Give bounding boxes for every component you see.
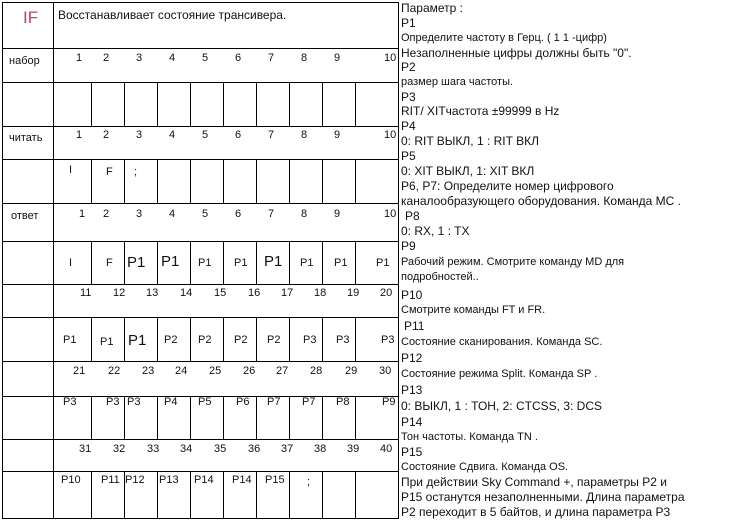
byte-number: 31 bbox=[79, 443, 92, 455]
param-name: P8 bbox=[405, 209, 420, 223]
answer-cell: P1 bbox=[161, 253, 180, 270]
cell-divider bbox=[256, 241, 257, 284]
cell-divider bbox=[223, 159, 224, 203]
answer-cell: P2 bbox=[234, 334, 248, 346]
cell-divider bbox=[157, 396, 158, 439]
row-divider bbox=[3, 159, 398, 160]
byte-number: 34 bbox=[180, 443, 193, 455]
byte-number: 35 bbox=[214, 443, 227, 455]
byte-number: 8 bbox=[301, 52, 308, 64]
byte-number: 21 bbox=[73, 365, 86, 377]
param-name: P11 bbox=[404, 319, 425, 333]
param-name: P1 bbox=[401, 16, 416, 30]
answer-cell: P14 bbox=[232, 474, 252, 486]
answer-cell: P1 bbox=[63, 334, 77, 346]
param-name: P3 bbox=[401, 90, 416, 104]
byte-number: 17 bbox=[281, 287, 294, 299]
param-text: Рабочий режим. Смотрите команду MD для bbox=[401, 256, 625, 268]
byte-number: 25 bbox=[209, 365, 222, 377]
byte-number: 10 bbox=[384, 208, 397, 220]
param-name: P2 bbox=[401, 60, 416, 74]
cell-divider bbox=[190, 82, 191, 126]
byte-number: 18 bbox=[314, 287, 327, 299]
byte-number: 4 bbox=[169, 208, 176, 220]
param-text: При действии Sky Command +, параметры P2 и bbox=[401, 475, 667, 489]
byte-number: 9 bbox=[334, 208, 341, 220]
param-text: RIT/ XITчастота ±99999 в Hz bbox=[401, 104, 560, 118]
param-text: Тон частоты. Команда TN . bbox=[401, 431, 538, 443]
param-name: P4 bbox=[401, 119, 416, 133]
read-cell: ; bbox=[134, 166, 138, 178]
cell-divider bbox=[157, 159, 158, 203]
cell-divider bbox=[157, 241, 158, 284]
cell-divider bbox=[190, 317, 191, 361]
cell-divider bbox=[256, 396, 257, 439]
byte-number: 12 bbox=[113, 287, 126, 299]
cell-divider bbox=[223, 396, 224, 439]
answer-cell: P1 bbox=[198, 257, 212, 269]
cell-divider bbox=[124, 396, 125, 439]
byte-number: 2 bbox=[103, 208, 110, 220]
cell-divider bbox=[223, 317, 224, 361]
byte-number: 10 bbox=[384, 52, 397, 64]
cell-divider bbox=[256, 159, 257, 203]
cell-divider bbox=[355, 159, 356, 203]
byte-number: 14 bbox=[180, 287, 193, 299]
param-text: 0: ВЫКЛ, 1 : ТОН, 2: CTCSS, 3: DCS bbox=[401, 399, 602, 413]
answer-cell: P1 bbox=[376, 257, 390, 269]
cell-divider bbox=[289, 317, 290, 361]
row-divider bbox=[3, 203, 398, 204]
byte-number: 4 bbox=[169, 52, 176, 64]
param-text: P15 останутся незаполненными. Длина параметра bbox=[401, 490, 685, 504]
byte-number: 7 bbox=[268, 52, 275, 64]
answer-cell: F bbox=[106, 257, 113, 269]
cell-divider bbox=[322, 82, 323, 126]
byte-number: 13 bbox=[146, 287, 159, 299]
cell-divider bbox=[289, 241, 290, 284]
answer-cell: P6 bbox=[236, 396, 250, 408]
answer-cell: P8 bbox=[336, 396, 350, 408]
cell-divider bbox=[355, 241, 356, 284]
byte-number: 11 bbox=[80, 287, 92, 299]
cell-divider bbox=[124, 159, 125, 203]
byte-number: 5 bbox=[202, 52, 209, 64]
byte-number: 8 bbox=[301, 129, 308, 141]
answer-cell: P1 bbox=[264, 253, 283, 270]
answer-cell: P15 bbox=[265, 474, 285, 486]
cell-divider bbox=[289, 471, 290, 518]
row-divider bbox=[3, 82, 398, 83]
answer-cell: P3 bbox=[106, 396, 120, 408]
cell-divider bbox=[322, 317, 323, 361]
cell-divider bbox=[256, 82, 257, 126]
cell-divider bbox=[322, 396, 323, 439]
cell-divider bbox=[289, 159, 290, 203]
param-text: 0: XIT ВЫКЛ, 1: XIT ВКЛ bbox=[401, 164, 535, 178]
byte-number: 40 bbox=[380, 443, 393, 455]
byte-number: 7 bbox=[268, 129, 275, 141]
param-name: P14 bbox=[401, 415, 423, 429]
row-divider bbox=[3, 48, 398, 49]
byte-number: 1 bbox=[79, 208, 86, 220]
byte-number: 4 bbox=[169, 129, 176, 141]
cell-divider bbox=[157, 82, 158, 126]
answer-cell: P9 bbox=[382, 396, 396, 408]
cell-divider bbox=[124, 241, 125, 284]
cell-divider bbox=[223, 471, 224, 518]
cell-divider bbox=[190, 396, 191, 439]
answer-cell: P2 bbox=[164, 334, 178, 346]
param-text: P6, P7: Определите номер цифрового bbox=[401, 179, 614, 193]
cell-divider bbox=[91, 317, 92, 361]
answer-cell: I bbox=[69, 257, 73, 269]
param-text: Смотрите команды FT и FR. bbox=[401, 304, 546, 316]
answer-cell: P10 bbox=[61, 474, 81, 486]
byte-number: 22 bbox=[108, 365, 121, 377]
param-text: Незаполненные цифры должны быть "0". bbox=[401, 46, 632, 60]
row-divider bbox=[3, 241, 398, 242]
row-divider bbox=[3, 317, 398, 318]
read-cell: I bbox=[69, 164, 73, 176]
cell-divider bbox=[124, 317, 125, 361]
answer-cell: ; bbox=[307, 476, 311, 488]
cell-divider bbox=[322, 159, 323, 203]
param-text: Определите частоту в Герц. ( 1 1 -цифр) bbox=[401, 32, 607, 44]
byte-number: 3 bbox=[136, 52, 143, 64]
answer-cell: P1 bbox=[334, 257, 348, 269]
byte-number: 1 bbox=[76, 52, 83, 64]
cell-divider bbox=[355, 82, 356, 126]
answer-cell: P1 bbox=[127, 254, 146, 271]
byte-number: 23 bbox=[142, 365, 155, 377]
answer-cell: P11 bbox=[101, 474, 120, 486]
byte-number: 3 bbox=[136, 129, 143, 141]
answer-cell: P3 bbox=[127, 396, 141, 408]
answer-cell: P13 bbox=[159, 474, 179, 486]
param-name: P10 bbox=[401, 288, 423, 302]
cell-divider bbox=[223, 241, 224, 284]
byte-number: 2 bbox=[103, 52, 110, 64]
byte-number: 5 bbox=[202, 129, 209, 141]
byte-number: 30 bbox=[379, 365, 392, 377]
param-text: подробностей.. bbox=[401, 271, 479, 283]
command-description: Восстанавливает состояние трансивера. bbox=[58, 8, 287, 22]
answer-cell: P3 bbox=[381, 334, 395, 346]
parameters-description bbox=[401, 0, 745, 521]
cell-divider bbox=[256, 317, 257, 361]
answer-cell: P7 bbox=[267, 396, 281, 408]
row-divider bbox=[3, 284, 398, 285]
cell-divider bbox=[91, 396, 92, 439]
param-name: P5 bbox=[401, 149, 416, 163]
answer-cell: P14 bbox=[194, 474, 214, 486]
answer-cell: P4 bbox=[164, 396, 178, 408]
cell-divider bbox=[124, 82, 125, 126]
byte-number: 7 bbox=[268, 208, 275, 220]
byte-number: 9 bbox=[334, 129, 341, 141]
cell-divider bbox=[256, 471, 257, 518]
param-text: 0: RIT ВЫКЛ, 1 : RIT ВКЛ bbox=[401, 134, 539, 148]
cell-divider bbox=[355, 317, 356, 361]
byte-number: 37 bbox=[281, 443, 294, 455]
param-text: Состояние режима Split. Команда SP . bbox=[401, 368, 598, 380]
cell-divider bbox=[91, 82, 92, 126]
answer-cell: P7 bbox=[302, 396, 316, 408]
cell-divider bbox=[322, 471, 323, 518]
byte-number: 5 bbox=[202, 208, 209, 220]
byte-number: 28 bbox=[310, 365, 323, 377]
byte-number: 1 bbox=[76, 129, 83, 141]
byte-number: 33 bbox=[147, 443, 160, 455]
byte-number: 15 bbox=[214, 287, 227, 299]
cell-divider bbox=[322, 241, 323, 284]
byte-number: 9 bbox=[334, 52, 341, 64]
param-name: P12 bbox=[401, 351, 423, 365]
cell-divider bbox=[289, 82, 290, 126]
byte-number: 32 bbox=[113, 443, 126, 455]
cell-divider bbox=[190, 471, 191, 518]
cell-divider bbox=[91, 159, 92, 203]
answer-cell: P1 bbox=[300, 257, 314, 269]
param-text: Состояние Сдвига. Команда OS. bbox=[401, 461, 569, 473]
parameters-heading: Параметр : bbox=[401, 1, 464, 15]
byte-number: 6 bbox=[235, 208, 242, 220]
row-divider bbox=[3, 439, 398, 440]
param-name: P9 bbox=[401, 239, 416, 253]
byte-number: 6 bbox=[235, 52, 242, 64]
cell-divider bbox=[91, 241, 92, 284]
row-divider bbox=[3, 471, 398, 472]
param-name: P13 bbox=[401, 383, 423, 397]
answer-cell: P2 bbox=[267, 334, 281, 346]
read-cell: F bbox=[106, 166, 113, 178]
cell-divider bbox=[190, 159, 191, 203]
cell-divider bbox=[355, 396, 356, 439]
byte-number: 19 bbox=[347, 287, 360, 299]
answer-cell: P5 bbox=[198, 396, 212, 408]
param-text: Состояние сканирования. Команда SC. bbox=[401, 336, 603, 348]
byte-number: 8 bbox=[301, 208, 308, 220]
param-text: 0: RX, 1 : TX bbox=[401, 224, 470, 238]
byte-number: 3 bbox=[136, 208, 143, 220]
byte-number: 10 bbox=[384, 129, 397, 141]
byte-number: 38 bbox=[314, 443, 327, 455]
cell-divider bbox=[157, 471, 158, 518]
row-divider bbox=[3, 126, 398, 127]
param-text: P2 переходит в 5 байтов, и длина параметра P3 bbox=[401, 505, 671, 519]
answer-cell: P1 bbox=[100, 336, 114, 348]
byte-number: 20 bbox=[380, 287, 393, 299]
byte-number: 24 bbox=[175, 365, 188, 377]
byte-number: 39 bbox=[347, 443, 360, 455]
answer-cell: P2 bbox=[198, 334, 212, 346]
byte-number: 2 bbox=[103, 129, 110, 141]
answer-cell: P3 bbox=[63, 396, 77, 408]
cell-divider bbox=[190, 241, 191, 284]
command-name: IF bbox=[23, 8, 39, 27]
answer-label: ответ bbox=[11, 210, 39, 222]
answer-cell: P3 bbox=[336, 334, 350, 346]
answer-cell: P12 bbox=[125, 474, 145, 486]
cell-divider bbox=[157, 317, 158, 361]
byte-number: 27 bbox=[276, 365, 289, 377]
answer-cell: P3 bbox=[303, 334, 317, 346]
command-table bbox=[2, 2, 399, 519]
answer-cell: P1 bbox=[234, 257, 248, 269]
cell-divider bbox=[223, 82, 224, 126]
answer-cell: P1 bbox=[128, 332, 147, 349]
param-text: каналообразующего оборудования. Команда MC . bbox=[401, 194, 681, 208]
set-label: набор bbox=[9, 55, 40, 67]
read-label: читать bbox=[9, 132, 43, 144]
cell-divider bbox=[289, 396, 290, 439]
label-column-divider bbox=[53, 3, 54, 518]
byte-number: 36 bbox=[248, 443, 261, 455]
cell-divider bbox=[355, 471, 356, 518]
cell-divider bbox=[91, 471, 92, 518]
byte-number: 26 bbox=[243, 365, 256, 377]
byte-number: 29 bbox=[345, 365, 358, 377]
byte-number: 6 bbox=[235, 129, 242, 141]
byte-number: 16 bbox=[248, 287, 261, 299]
param-text: размер шага частоты. bbox=[401, 76, 514, 88]
row-divider bbox=[3, 361, 398, 362]
param-name: P15 bbox=[401, 445, 423, 459]
